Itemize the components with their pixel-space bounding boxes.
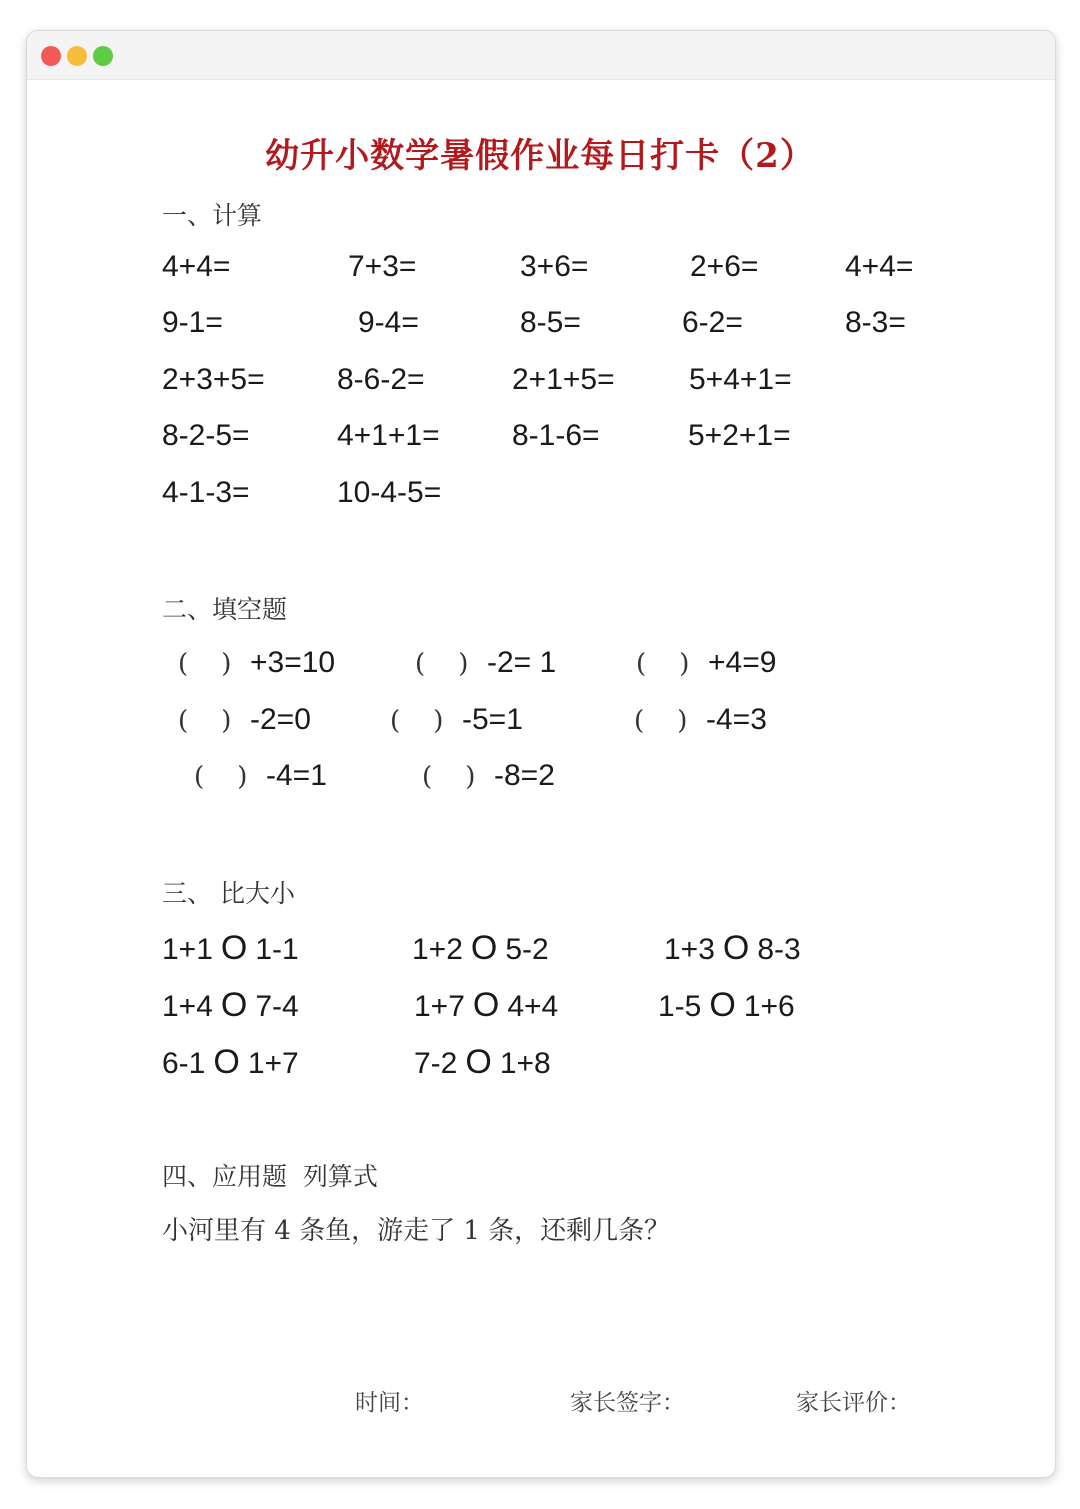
compare-problem — [412, 929, 549, 968]
calc-problem: 6-2= — [682, 306, 743, 339]
parent-evaluation-label: 家长评价： — [796, 1390, 911, 1416]
answer-parentheses[interactable]: ( ) — [194, 762, 248, 792]
calc-problem: 3+6= — [520, 250, 589, 283]
answer-parentheses[interactable]: ( ) — [178, 649, 232, 679]
answer-parentheses[interactable]: ( ) — [415, 649, 469, 679]
compare-left-expression: 7-2 — [414, 1047, 458, 1080]
fill-blank-problem — [194, 759, 327, 793]
calc-problem: 4+4= — [845, 250, 914, 283]
fill-blank-expression: -4=1 — [266, 759, 327, 792]
compare-circle-blank[interactable]: O — [220, 986, 248, 1024]
compare-right-expression: 5-2 — [505, 933, 549, 966]
fill-blank-problem — [178, 646, 335, 680]
fill-blank-problem — [636, 646, 776, 680]
compare-circle-blank[interactable]: O — [472, 986, 500, 1024]
compare-circle-blank[interactable]: O — [213, 1043, 240, 1081]
calc-problem: 2+6= — [690, 250, 759, 283]
answer-parentheses[interactable]: ( ) — [634, 706, 688, 736]
fill-blank-problem — [422, 759, 555, 793]
compare-left-expression: 1+7 — [414, 990, 465, 1023]
section-compare-heading: 三、 比大小 — [162, 879, 295, 908]
fill-blank-expression: -2= 1 — [487, 646, 557, 679]
compare-circle-blank[interactable]: O — [470, 929, 498, 967]
compare-problem — [162, 929, 299, 968]
section-fill-heading: 二、填空题 — [162, 595, 288, 624]
compare-left-expression: 6-1 — [162, 1047, 206, 1080]
calc-problem: 5+4+1= — [689, 363, 792, 396]
compare-problem — [162, 1043, 299, 1082]
compare-left-expression: 1+2 — [412, 933, 463, 966]
compare-left-expression: 1+3 — [664, 933, 715, 966]
calc-problem: 9-4= — [358, 306, 419, 339]
compare-right-expression: 8-3 — [757, 933, 801, 966]
section-word-heading: 四、应用题 列算式 — [162, 1162, 378, 1191]
calc-problem: 4-1-3= — [162, 476, 250, 509]
compare-circle-blank[interactable]: O — [709, 986, 736, 1024]
fill-blank-problem — [390, 703, 523, 737]
compare-problem — [664, 929, 801, 968]
parent-signature-label: 家长签字： — [570, 1390, 685, 1416]
compare-circle-blank[interactable]: O — [220, 929, 248, 967]
fill-blank-expression: -4=3 — [706, 703, 767, 736]
answer-parentheses[interactable]: ( ) — [422, 762, 476, 792]
fill-blank-problem — [415, 646, 556, 680]
compare-circle-blank[interactable]: O — [465, 1043, 492, 1081]
fill-blank-expression: +4=9 — [708, 646, 777, 679]
calc-problem: 2+1+5= — [512, 363, 615, 396]
calc-problem: 4+4= — [162, 250, 231, 283]
fill-blank-expression: -8=2 — [494, 759, 555, 792]
answer-parentheses[interactable]: ( ) — [178, 706, 232, 736]
calc-problem: 10-4-5= — [337, 476, 442, 509]
calc-problem: 8-6-2= — [337, 363, 425, 396]
fill-blank-problem — [178, 703, 311, 737]
maximize-window-dot-icon[interactable] — [93, 46, 113, 66]
compare-left-expression: 1+1 — [162, 933, 213, 966]
compare-problem — [414, 986, 558, 1025]
compare-problem — [414, 1043, 551, 1082]
compare-right-expression: 4+4 — [507, 990, 559, 1023]
calc-problem: 8-5= — [520, 306, 581, 339]
fill-blank-expression: -2=0 — [250, 703, 311, 736]
close-window-dot-icon[interactable] — [41, 46, 61, 66]
calc-problem: 8-3= — [845, 306, 906, 339]
compare-right-expression: 1+6 — [743, 990, 795, 1023]
answer-parentheses[interactable]: ( ) — [636, 649, 690, 679]
compare-right-expression: 1+8 — [499, 1047, 551, 1080]
calc-problem: 5+2+1= — [688, 419, 791, 452]
compare-right-expression: 7-4 — [255, 990, 299, 1023]
compare-problem — [162, 986, 299, 1025]
calc-problem: 8-1-6= — [512, 419, 600, 452]
minimize-window-dot-icon[interactable] — [67, 46, 87, 66]
calc-problem: 9-1= — [162, 306, 223, 339]
worksheet-title: 幼升小数学暑假作业每日打卡（2） — [265, 136, 815, 176]
calc-problem: 4+1+1= — [337, 419, 440, 452]
time-label: 时间： — [355, 1390, 424, 1416]
calc-problem: 7+3= — [348, 250, 417, 283]
compare-circle-blank[interactable]: O — [722, 929, 750, 967]
calc-problem: 8-2-5= — [162, 419, 250, 452]
compare-left-expression: 1+4 — [162, 990, 213, 1023]
window-frame — [26, 30, 1056, 1478]
word-problem-text: 小河里有 4 条鱼，游走了 1 条，还剩几条？ — [162, 1216, 671, 1246]
fill-blank-problem — [634, 703, 767, 737]
answer-parentheses[interactable]: ( ) — [390, 706, 444, 736]
compare-left-expression: 1-5 — [658, 990, 702, 1023]
compare-problem — [658, 986, 795, 1025]
section-calc-heading: 一、计算 — [162, 201, 263, 230]
fill-blank-expression: -5=1 — [462, 703, 523, 736]
title-bar — [27, 31, 1055, 80]
compare-right-expression: 1-1 — [255, 933, 299, 966]
compare-right-expression: 1+7 — [247, 1047, 299, 1080]
fill-blank-expression: +3=10 — [250, 646, 336, 679]
calc-problem: 2+3+5= — [162, 363, 265, 396]
